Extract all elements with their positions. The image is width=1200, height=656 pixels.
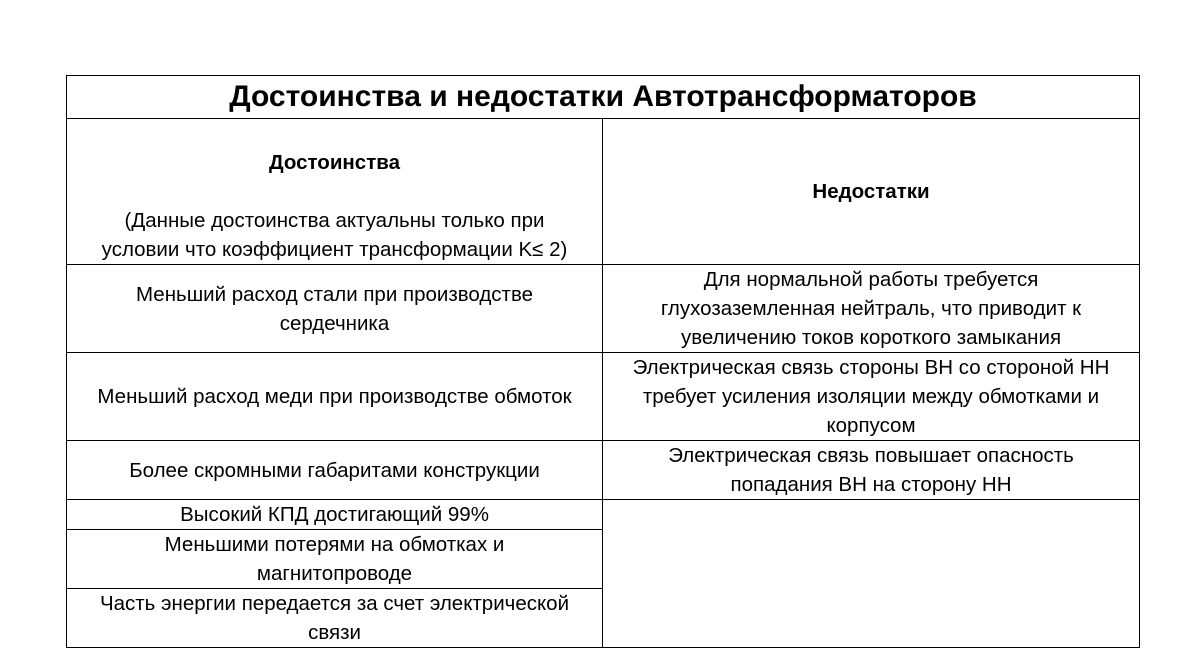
table-row	[67, 265, 1140, 353]
disadvantage-cell: Электрическая связь повышает опасность попадания ВН на сторону НН	[603, 441, 1140, 500]
disadvantage-cell: Для нормальной работы требуется глухозаземленная нейтраль, что приводит к увеличению токов короткого замыкания	[603, 265, 1140, 353]
pros-cons-table	[66, 75, 1140, 648]
advantage-cell: Высокий КПД достигающий 99%	[67, 500, 603, 530]
advantages-note: (Данные достоинства актуальны только при условии что коэффициент трансформации K≤ 2)	[101, 209, 568, 261]
advantage-cell: Меньшими потерями на обмотках и магнитопроводе	[67, 530, 603, 589]
table-title: Достоинства и недостатки Автотрансформаторов	[67, 76, 1140, 119]
table-row	[67, 441, 1140, 500]
advantages-title: Достоинства	[269, 151, 400, 174]
title-row	[67, 76, 1140, 119]
advantage-cell: Меньший расход меди при производстве обмоток	[67, 353, 603, 441]
advantage-cell: Часть энергии передается за счет электрической связи	[67, 589, 603, 648]
table-row	[67, 500, 1140, 530]
disadvantages-header: Недостатки	[603, 119, 1140, 265]
advantages-header	[67, 119, 603, 265]
disadvantage-cell: Электрическая связь стороны ВН со стороной НН требует усиления изоляции между обмотками и корпусом	[603, 353, 1140, 441]
header-row	[67, 119, 1140, 265]
disadvantage-cell-empty	[603, 500, 1140, 648]
advantage-cell: Меньший расход стали при производстве сердечника	[67, 265, 603, 353]
table-row	[67, 353, 1140, 441]
advantage-cell: Более скромными габаритами конструкции	[67, 441, 603, 500]
